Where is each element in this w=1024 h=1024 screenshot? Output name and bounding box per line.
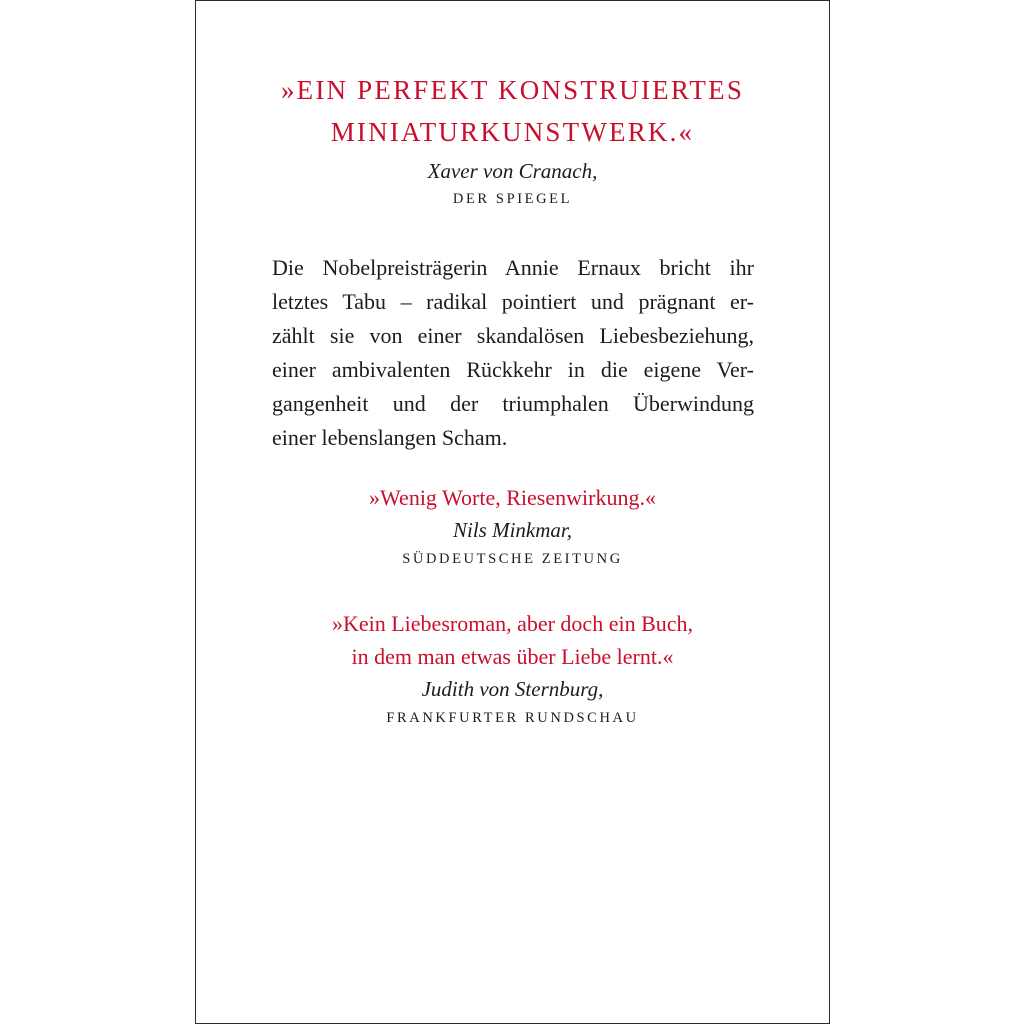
blurb-line: Die Nobelpreisträgerin Annie Ernaux bricht ihr bbox=[272, 255, 754, 280]
review-quote-3-line-2: in dem man etwas über Liebe lernt.« bbox=[351, 644, 674, 669]
blurb-line: einer ambivalenten Rückkehr in die eigene Ver- bbox=[272, 357, 754, 382]
book-back-cover bbox=[195, 0, 830, 1024]
quote-source-2: SÜDDEUTSCHE ZEITUNG bbox=[402, 551, 623, 567]
blurb-line: zählt sie von einer skandalösen Liebesbeziehung, bbox=[272, 323, 754, 348]
quote-author-1: Xaver von Cranach, bbox=[427, 159, 598, 183]
review-quote-3-line-1: »Kein Liebesroman, aber doch ein Buch, bbox=[331, 611, 694, 636]
quote-author-3: Judith von Sternburg, bbox=[421, 677, 604, 701]
headline-quote-line-1: »EIN PERFEKT KONSTRUIERTES bbox=[280, 75, 745, 105]
quote-author-2: Nils Minkmar, bbox=[452, 518, 572, 542]
blurb-paragraph bbox=[272, 251, 754, 455]
quote-source-3: FRANKFURTER RUNDSCHAU bbox=[386, 710, 639, 726]
blurb-line: gangenheit und der triumphalen Überwindung bbox=[272, 391, 754, 416]
review-quote-2: »Wenig Worte, Riesenwirkung.« bbox=[369, 485, 656, 510]
blurb-line: einer lebenslangen Scham. bbox=[272, 425, 508, 450]
blurb-line: letztes Tabu – radikal pointiert und prägnant er- bbox=[272, 289, 754, 314]
quote-source-1: DER SPIEGEL bbox=[452, 191, 573, 207]
headline-quote-line-2: MINIATURKUNSTWERK.« bbox=[330, 117, 695, 147]
